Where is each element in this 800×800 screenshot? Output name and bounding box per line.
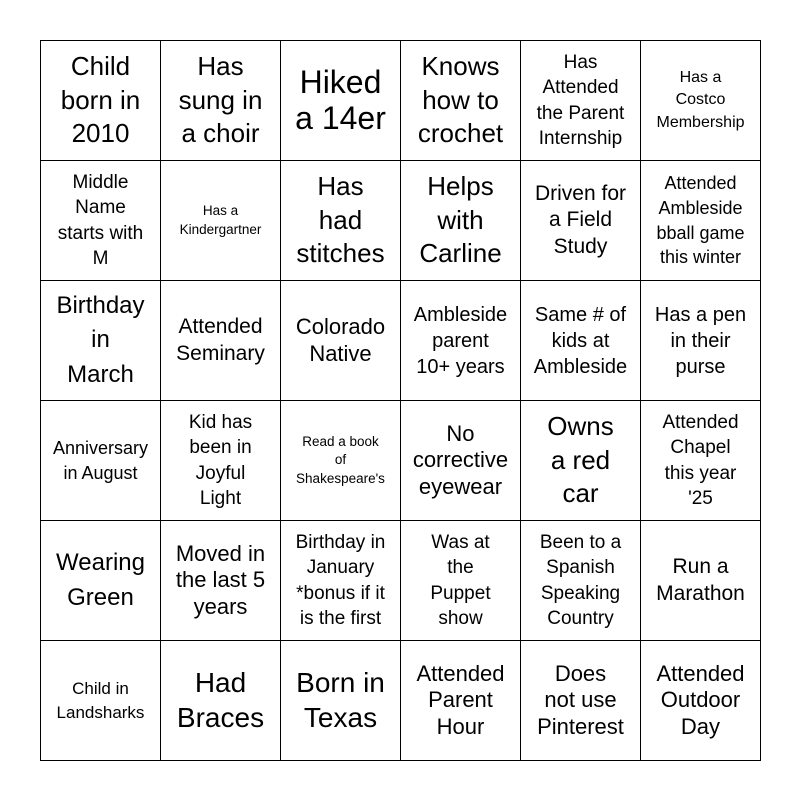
- bingo-cell[interactable]: [641, 161, 761, 281]
- bingo-cell[interactable]: [401, 281, 521, 401]
- bingo-cell-text: Moved in the last 5 years: [175, 540, 266, 619]
- bingo-cell-text: Been to a Spanish Speaking Country: [539, 532, 622, 629]
- bingo-cell[interactable]: [161, 641, 281, 761]
- bingo-cell[interactable]: [521, 281, 641, 401]
- bingo-cell[interactable]: [281, 41, 401, 161]
- bingo-cell[interactable]: [161, 161, 281, 281]
- bingo-cell[interactable]: [521, 401, 641, 521]
- bingo-cell-text: Hiked a 14er: [295, 63, 386, 136]
- bingo-cell-text: Has a Costco Membership: [656, 68, 745, 131]
- bingo-cell[interactable]: [401, 161, 521, 281]
- bingo-cell-text: Colorado Native: [295, 314, 386, 366]
- bingo-cell-text: Same # of kids at Ambleside: [533, 303, 628, 378]
- bingo-cell-text: No corrective eyewear: [412, 420, 509, 499]
- bingo-cell-text: Child in Landsharks: [56, 678, 145, 722]
- bingo-cell-text: Ambleside parent 10+ years: [413, 303, 508, 378]
- bingo-cell[interactable]: [281, 161, 401, 281]
- bingo-cell[interactable]: [161, 401, 281, 521]
- bingo-cell[interactable]: [281, 641, 401, 761]
- bingo-cell-text: Driven for a Field Study: [534, 181, 627, 258]
- bingo-cell[interactable]: [161, 281, 281, 401]
- bingo-cell[interactable]: [641, 41, 761, 161]
- bingo-cell[interactable]: [161, 521, 281, 641]
- bingo-cell[interactable]: [521, 41, 641, 161]
- bingo-cell[interactable]: [41, 641, 161, 761]
- bingo-cell[interactable]: [641, 281, 761, 401]
- bingo-cell-text: Attended Chapel this year '25: [662, 412, 739, 509]
- bingo-cell-text: Had Braces: [176, 667, 265, 733]
- bingo-cell[interactable]: [641, 401, 761, 521]
- bingo-cell[interactable]: [41, 401, 161, 521]
- bingo-cell-text: Has a Kindergartner: [179, 203, 262, 237]
- bingo-cell-text: Has had stitches: [296, 170, 385, 269]
- bingo-cell-text: Wearing Green: [56, 549, 145, 611]
- bingo-cell-text: Birthday in January *bonus if it is the first: [295, 532, 386, 629]
- bingo-cell-text: Owns a red car: [547, 410, 614, 509]
- bingo-cell[interactable]: [281, 281, 401, 401]
- bingo-cell-text: Has sung in a choir: [178, 50, 263, 149]
- bingo-cell[interactable]: [641, 521, 761, 641]
- bingo-cell-text: Kid has been in Joyful Light: [188, 412, 253, 509]
- bingo-cell-text: Anniversary in August: [52, 437, 149, 483]
- bingo-cell[interactable]: [521, 161, 641, 281]
- bingo-cell[interactable]: [41, 521, 161, 641]
- bingo-cell-text: Attended Outdoor Day: [656, 660, 745, 739]
- bingo-cell-text: Run a Marathon: [656, 555, 745, 605]
- bingo-cell-text: Has Attended the Parent Internship: [536, 52, 625, 149]
- bingo-cell[interactable]: [281, 521, 401, 641]
- bingo-board: [40, 40, 761, 761]
- bingo-cell-text: Middle Name starts with M: [57, 172, 144, 269]
- bingo-cell[interactable]: [41, 281, 161, 401]
- bingo-cell-text: Born in Texas: [296, 667, 385, 733]
- bingo-cell[interactable]: [401, 41, 521, 161]
- bingo-cell-text: Has a pen in their purse: [654, 303, 747, 378]
- bingo-cell-text: Knows how to crochet: [417, 50, 504, 149]
- bingo-cell-text: Attended Parent Hour: [416, 660, 505, 739]
- bingo-cell-text: Read a book of Shakespeare's: [296, 434, 385, 486]
- bingo-cell[interactable]: [41, 41, 161, 161]
- bingo-cell-text: Attended Seminary: [176, 315, 265, 365]
- bingo-cell-text: Attended Ambleside bball game this winter: [656, 172, 745, 268]
- bingo-cell[interactable]: [521, 641, 641, 761]
- bingo-cell[interactable]: [281, 401, 401, 521]
- bingo-cell[interactable]: [161, 41, 281, 161]
- bingo-cell[interactable]: [401, 641, 521, 761]
- bingo-cell[interactable]: [41, 161, 161, 281]
- bingo-cell[interactable]: [401, 521, 521, 641]
- bingo-cell-text: Helps with Carline: [419, 170, 502, 269]
- bingo-cell-text: Does not use Pinterest: [537, 660, 624, 739]
- bingo-cell[interactable]: [521, 521, 641, 641]
- bingo-cell-text: Was at the Puppet show: [430, 532, 491, 629]
- bingo-cell-text: Child born in 2010: [60, 50, 141, 149]
- bingo-cell-text: Birthday in March: [56, 292, 145, 388]
- bingo-cell[interactable]: [401, 401, 521, 521]
- bingo-cell[interactable]: [641, 641, 761, 761]
